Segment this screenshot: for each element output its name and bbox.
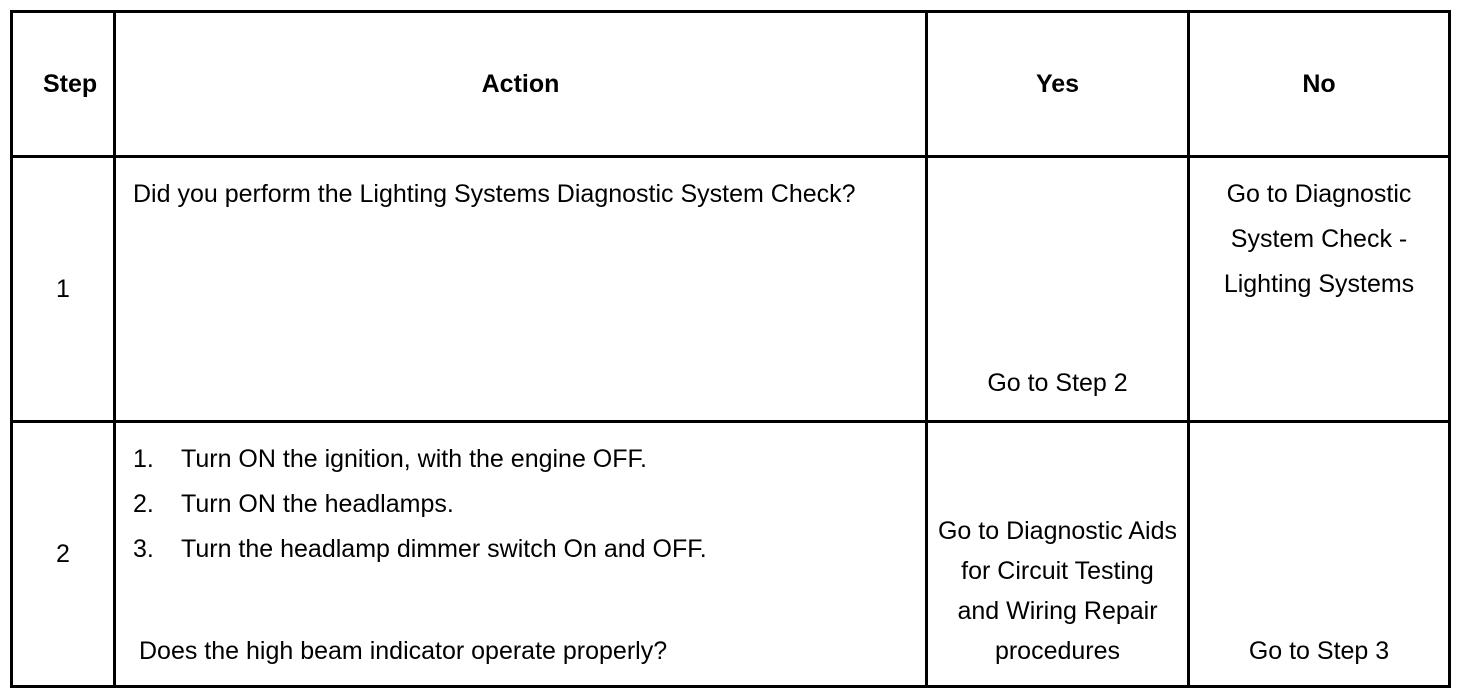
no-cell [1189, 422, 1450, 687]
diagnostic-table [10, 10, 1451, 688]
list-item: 1. Turn ON the ignition, with the engine OFF. [133, 445, 647, 473]
question-text: Does the high beam indicator operate properly? [139, 637, 668, 665]
no-result: Go to Step 3 [1248, 637, 1390, 665]
step-number: 2 [12, 422, 115, 687]
header-yes: Yes [927, 12, 1189, 157]
table-row [12, 422, 1450, 687]
action-text: Did you perform the Lighting Systems Diagnostic System Check? [133, 180, 856, 208]
step-number: 1 [12, 157, 115, 422]
yes-result: Go to Step 2 [987, 369, 1128, 397]
header-no: No [1189, 12, 1450, 157]
action-steps-list [133, 437, 907, 572]
list-item: 2. Turn ON the headlamps. [133, 490, 454, 518]
header-action: Action [115, 12, 927, 157]
table-row [12, 157, 1450, 422]
no-result: Go to Diagnostic System Check - Lighting Systems [1223, 180, 1415, 298]
action-cell [115, 157, 927, 422]
list-item: 3. Turn the headlamp dimmer switch On and OFF. [133, 535, 707, 563]
yes-cell [927, 422, 1189, 687]
header-step: Step [12, 12, 115, 157]
no-cell [1189, 157, 1450, 422]
table-header-row [12, 12, 1450, 157]
yes-cell [927, 157, 1189, 422]
action-cell [115, 422, 927, 687]
yes-result: Go to Diagnostic Aids for Circuit Testing and Wiring Repair procedures [937, 517, 1177, 665]
